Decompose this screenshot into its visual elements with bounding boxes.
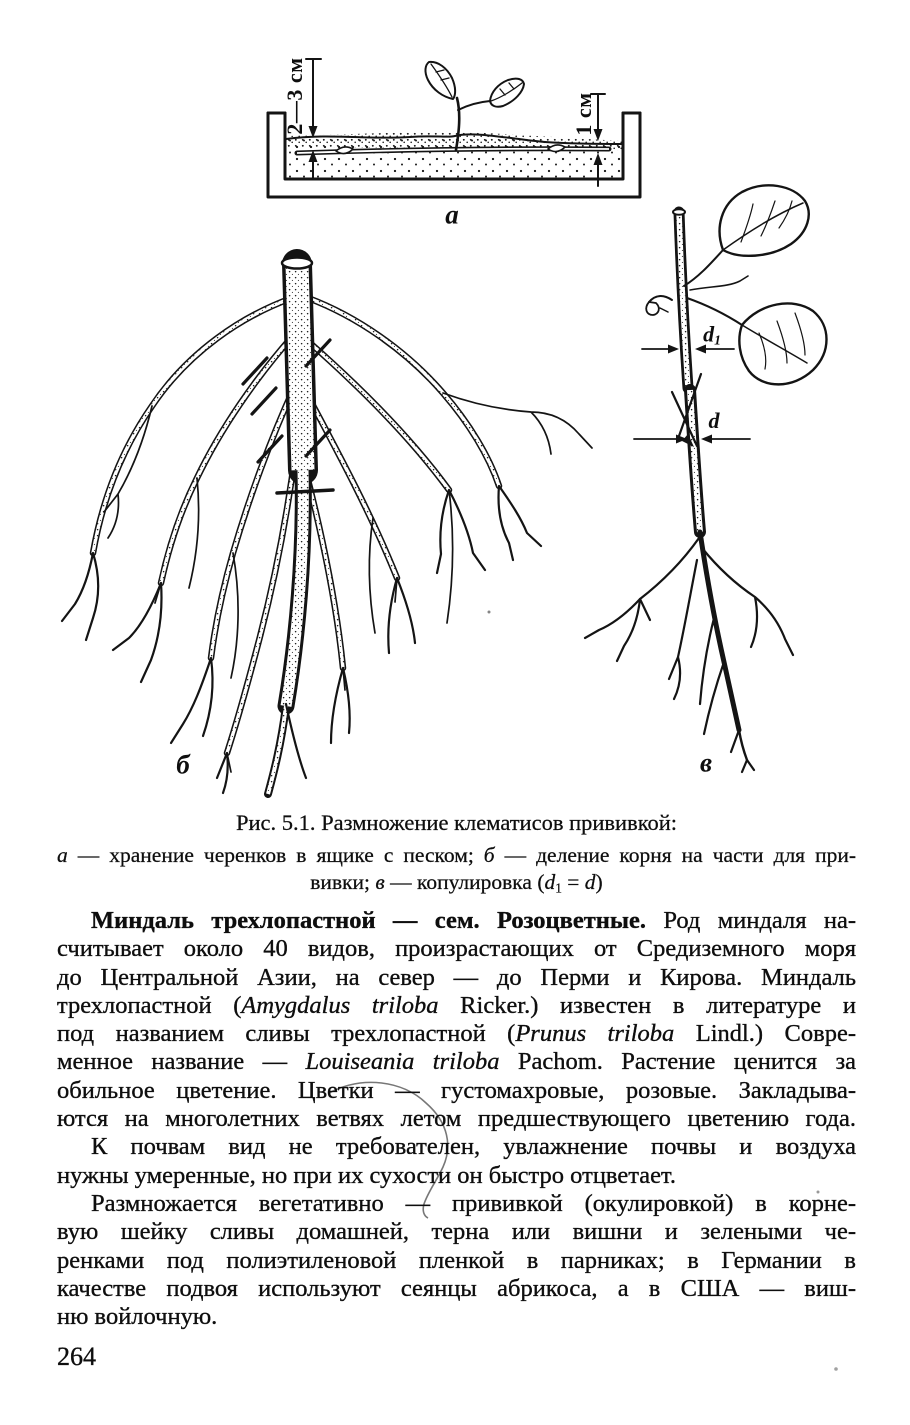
body-text <box>57 907 856 1331</box>
ink-speck <box>834 1367 838 1371</box>
panel-label-b: б <box>176 749 190 780</box>
root-division-drawing <box>62 258 592 795</box>
body-line: менное название — Louiseania triloba Pachom. Растение ценится за <box>57 1048 856 1076</box>
body-line: К почвам вид не требователен, увлажнение почвы и воздуха <box>91 1133 856 1161</box>
caption-line: вивки; в — копулировка $(d_1 = d)$ <box>310 870 603 896</box>
diameter-d-label: d <box>708 408 720 433</box>
body-line: до Центральной Азии, на север — до Перми и Кирова. Миндаль <box>57 963 856 991</box>
body-line: качестве подвоя используют сеянцы абрикоса, а в США — виш- <box>57 1274 856 1302</box>
caption-line: а — хранение черенков в ящике с песком; б — деление корня на части для при- <box>57 843 856 867</box>
page-number: 264 <box>57 1342 96 1371</box>
diameter-d1-label: $d_1$ <box>703 321 721 348</box>
body-line: ню войлочную. <box>57 1303 218 1331</box>
body-line: ются на многолетних ветвях летом предшествующего цветению года. <box>57 1105 856 1133</box>
figure-caption <box>57 809 856 901</box>
body-line: Миндаль трехлопастной — сем. Розоцветные. Род миндаля на- <box>91 907 856 934</box>
graft-drawing <box>585 185 827 772</box>
body-line: Размножается вегетативно — прививкой (окулировкой) в корне- <box>91 1189 856 1217</box>
body-line: вую шейку сливы домашней, терна или вишни и зелеными че- <box>57 1218 856 1246</box>
dimension-label-1cm: 1 см <box>571 92 596 136</box>
body-line: считывает около 40 видов, произрастающих от Средиземного моря <box>57 935 856 963</box>
panel-label-a: а <box>445 199 459 230</box>
caption-title: Рис. 5.1. Размножение клематисов прививкой: <box>235 810 678 835</box>
body-line: под названием сливы трехлопастной (Prunus triloba Lindl.) Совре- <box>57 1020 856 1048</box>
body-line: ренками под полиэтиленовой пленкой в парниках; в Германии в <box>57 1246 856 1274</box>
body-line: трехлопастной (Amygdalus triloba Ricker.) известен в литературе и <box>57 991 856 1019</box>
dimension-label-depth: 2—3 см <box>282 57 307 135</box>
body-line: обильное цветение. Цветки — густомахровые, розовые. Закладыва- <box>57 1076 856 1104</box>
body-line: нужны умеренные, но при их сухости он быстро отцветает. <box>57 1161 676 1189</box>
panel-label-v: в <box>699 747 713 778</box>
ink-speck <box>488 611 491 614</box>
